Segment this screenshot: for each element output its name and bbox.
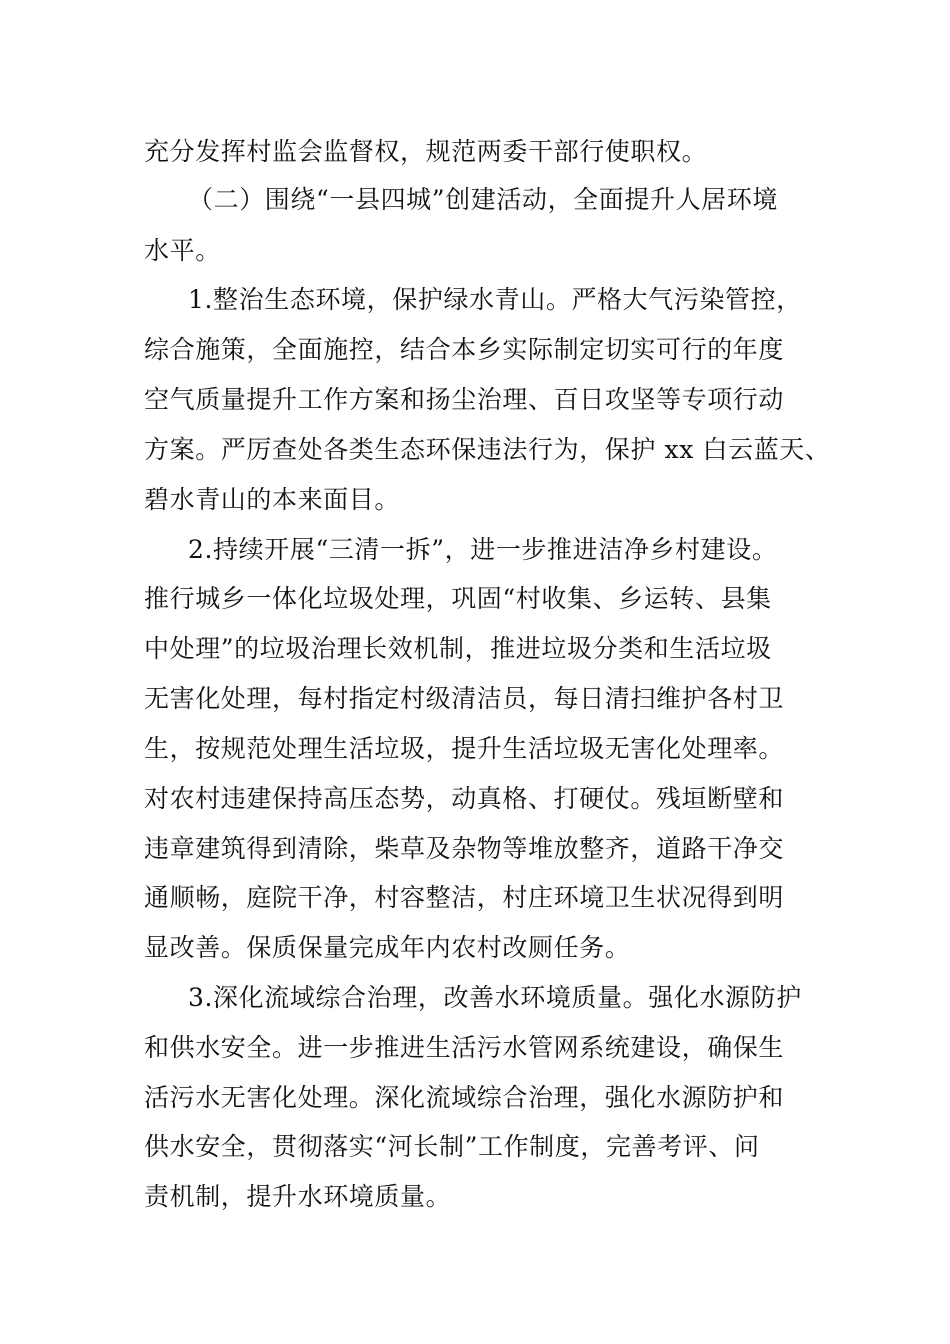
text-line: 对农村违建保持高压态势，动真格、打硬仗。残垣断壁和 (144, 784, 785, 813)
text-line: 充分发挥村监会监督权，规范两委干部行使职权。 (144, 137, 708, 166)
text-line: 供水安全，贯彻落实“河长制”工作制度，完善考评、问 (144, 1132, 760, 1161)
text-line: 碧水青山的本来面目。 (144, 485, 401, 514)
section-heading: （二）围绕“一县四城”创建活动，全面提升人居环境 (188, 185, 778, 214)
text-line: 和供水安全。进一步推进生活污水管网系统建设，确保生 (144, 1033, 785, 1062)
text-line: 活污水无害化处理。深化流域综合治理，强化水源防护和 (144, 1083, 785, 1112)
item-heading-1: 1.整治生态环境，保护绿水青山。严格大气污染管控， (188, 285, 802, 314)
item-heading-2: 2.持续开展“三清一拆”，进一步推进洁净乡村建设。 (188, 535, 778, 564)
text-line: 空气质量提升工作方案和扬尘治理、百日攻坚等专项行动 (144, 385, 785, 414)
text-line: 水平。 (144, 236, 221, 265)
item-heading-3: 3.深化流域综合治理，改善水环境质量。强化水源防护 (188, 983, 802, 1012)
text-line: 中处理”的垃圾治理长效机制，推进垃圾分类和生活垃圾 (144, 634, 772, 663)
text-line: 生，按规范处理生活垃圾，提升生活垃圾无害化处理率。 (144, 734, 785, 763)
text-line: 显改善。保质保量完成年内农村改厕任务。 (144, 933, 631, 962)
text-line: 无害化处理，每村指定村级清洁员，每日清扫维护各村卫 (144, 684, 785, 713)
text-line: 通顺畅，庭院干净，村容整洁，村庄环境卫生状况得到明 (144, 883, 785, 912)
text-line: 责机制，提升水环境质量。 (144, 1182, 452, 1211)
text-line: 综合施策，全面施控，结合本乡实际制定切实可行的年度 (144, 335, 785, 364)
text-line: 推行城乡一体化垃圾处理，巩固“村收集、乡运转、县集 (144, 584, 772, 613)
text-line: 方案。严厉查处各类生态环保违法行为，保护 xx 白云蓝天、 (144, 435, 831, 464)
text-line: 违章建筑得到清除，柴草及杂物等堆放整齐，道路干净交 (144, 834, 785, 863)
